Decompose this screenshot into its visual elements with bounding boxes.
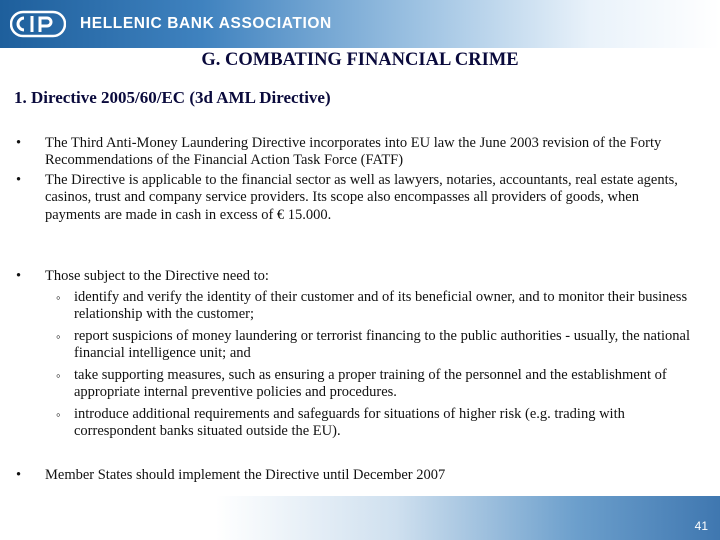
sub-bullet-text: report suspicions of money laundering or terrorist financing to the public authorities - usually, the national financial intelligence unit; and — [74, 328, 690, 362]
hba-logo-icon — [10, 10, 66, 38]
slide-title: G. COMBATING FINANCIAL CRIME — [201, 50, 519, 70]
sub-bullet-marker: ◦ — [56, 290, 61, 305]
section-title: 1. Directive 2005/60/EC (3d AML Directive) — [14, 88, 331, 107]
sub-bullet-text: introduce additional requirements and safeguards for situations of higher risk (e.g. trading with correspondent banks situated outside the EU). — [74, 406, 625, 440]
sub-bullet-text: identify and verify the identity of their customer and of its beneficial owner, and to monitor their business relationship with the customer; — [74, 289, 688, 323]
page-number: 41 — [694, 519, 708, 533]
footer-band — [0, 496, 720, 540]
bullet-marker: • — [16, 135, 22, 151]
bullet-marker: • — [16, 467, 22, 483]
bullet-text: The Directive is applicable to the financial sector as well as lawyers, notaries, accountants, real estate agents, casinos, trust and company service providers. Its scope also encompasses all providers of goods, when payments are made in cash in excess of € 15.000. — [45, 172, 678, 223]
header-band — [0, 0, 720, 48]
bullet-marker: • — [16, 268, 22, 284]
sub-bullet-marker: ◦ — [56, 329, 61, 344]
org-name: HELLENIC BANK ASSOCIATION — [80, 15, 332, 32]
sub-bullet-marker: ◦ — [56, 407, 61, 422]
bullet-text: Those subject to the Directive need to: — [45, 268, 269, 284]
bullet-text: Member States should implement the Directive until December 2007 — [45, 467, 446, 483]
bullet-marker: • — [16, 172, 22, 188]
sub-bullet-text: take supporting measures, such as ensuring a proper training of the personnel and the establishment of appropriate internal preventive policies and procedures. — [74, 367, 667, 401]
bullet-text: The Third Anti-Money Laundering Directive incorporates into EU law the June 2003 revision of the Forty Recommendations of the Financial Action Task Force (FATF) — [45, 135, 662, 169]
sub-bullet-marker: ◦ — [56, 368, 61, 383]
